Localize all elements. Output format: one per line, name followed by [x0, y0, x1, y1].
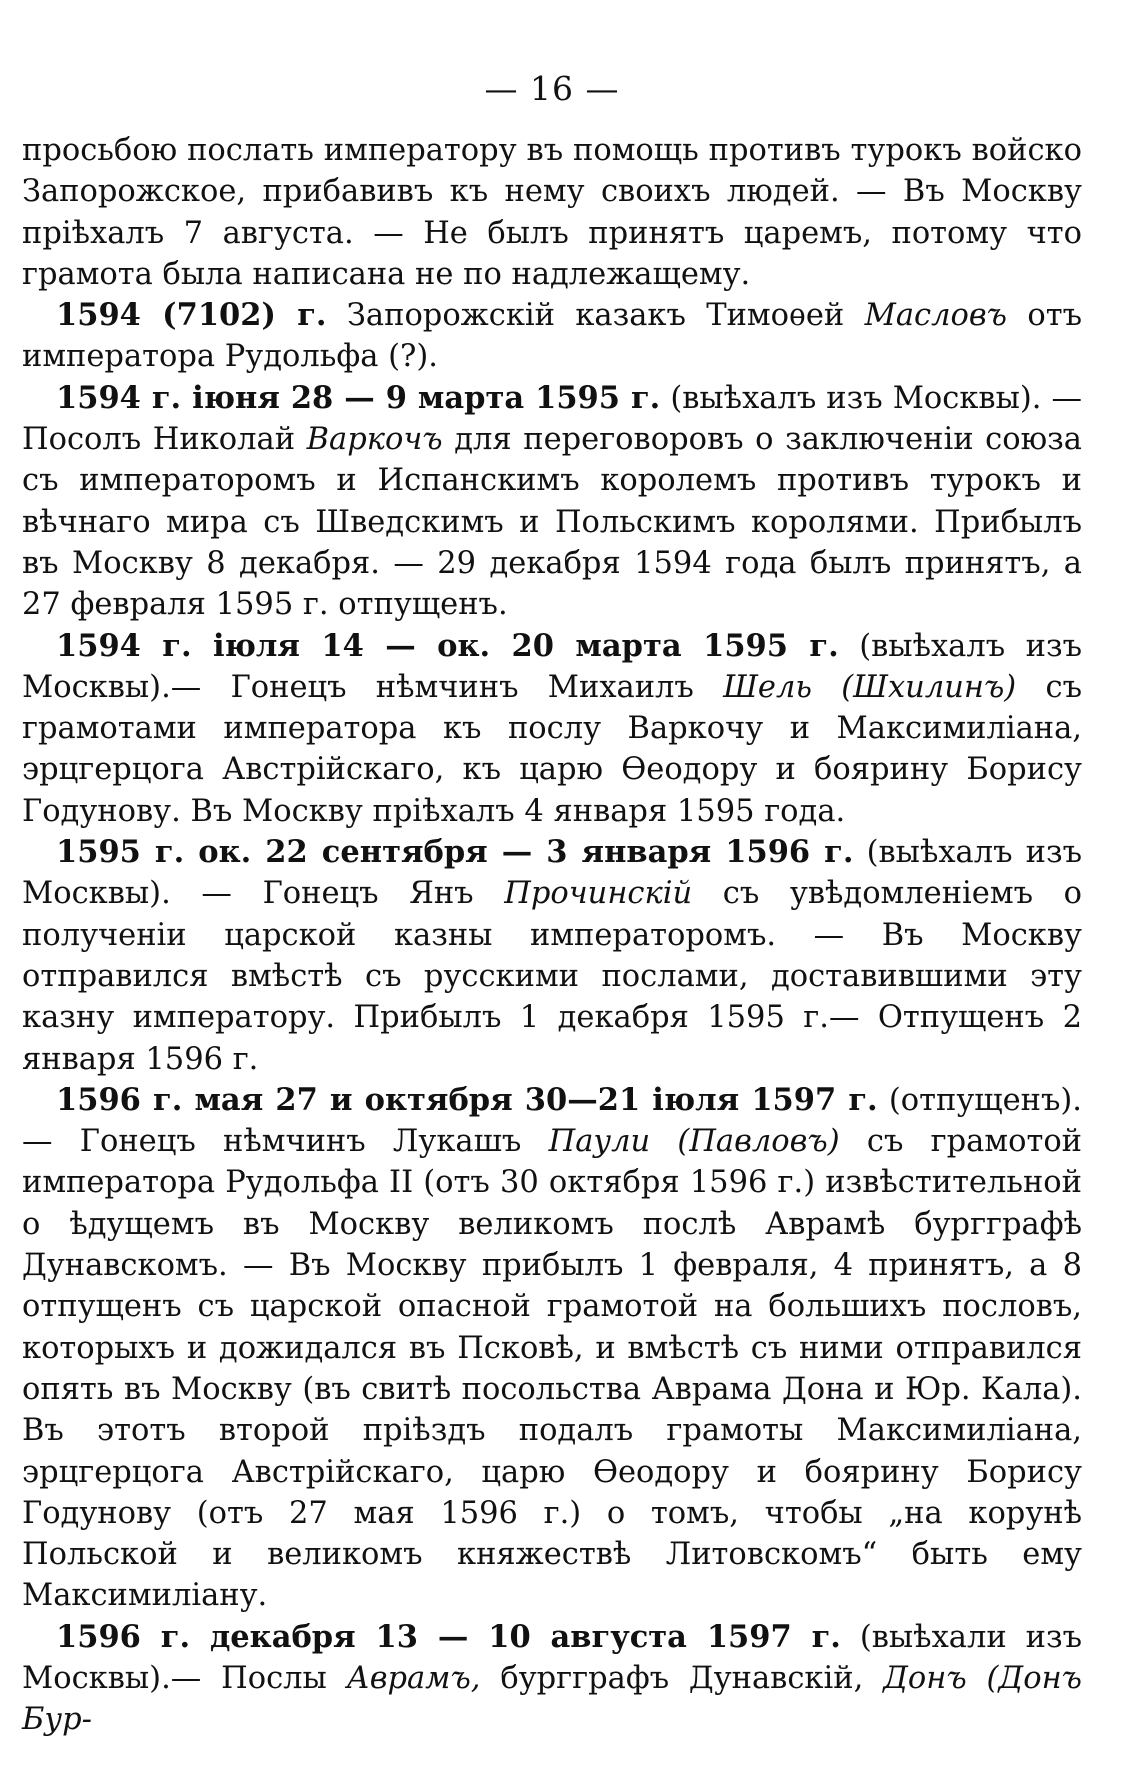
person-name: Масловъ: [864, 298, 1007, 334]
entry-text: отъ императора Рудольфа (?).: [22, 298, 1083, 375]
entry-text: (выѣхалъ изъ Москвы). — Посолъ Николай: [22, 380, 1083, 458]
entry-text: (выѣхалъ изъ Москвы). — Гонецъ Янъ: [22, 835, 1082, 912]
entry-1595-prochinsky: [22, 832, 1082, 1080]
person-name: Прочинскій: [504, 876, 693, 912]
person-name: Паули (Павловъ): [548, 1124, 840, 1160]
person-name: Аврамъ,: [346, 1660, 481, 1696]
entry-text: съ грамотами императора къ послу Варкочу и Максимиліана, эрцгерцога Австрійскаго, къ царю Ѳеодору и боярину Борису Годунову. Въ Москву пріѣхалъ 4 января 1595 года.: [22, 669, 1082, 829]
entry-1596-pauli: [22, 1080, 1082, 1617]
document-page: [22, 68, 1082, 1741]
person-name: Донъ (Донъ Бур-: [22, 1660, 1082, 1738]
paragraph-continuation: [22, 130, 1082, 295]
page-number: — 16 —: [484, 69, 620, 108]
entry-text: Запорожскій казакъ Тимоѳей: [326, 298, 865, 334]
entry-text: (выѣхалъ изъ Москвы).— Гонецъ нѣмчинъ Михаилъ: [22, 628, 1082, 705]
entry-date: 1596 г. мая 27 и октября 30—21 іюля 1597 г.: [56, 1081, 878, 1118]
entry-1594-shel: [22, 626, 1082, 832]
person-name: Шель (Шхилинъ): [723, 669, 1017, 705]
entry-text: съ увѣдомленіемъ о полученіи царской казны императоромъ. — Въ Москву отправился вмѣстѣ съ русскими послами, доставившими эту казну императору. Прибылъ 1 декабря 1595 г.— Отпущенъ 2 января 1596 г.: [22, 876, 1082, 1077]
entry-1594-maslov: [22, 295, 1082, 378]
person-name: Варкочъ: [306, 422, 443, 458]
entry-date: 1594 (7102) г.: [56, 297, 327, 334]
entry-1596-avram: [22, 1617, 1082, 1741]
paragraph-text: просьбою послать императору въ помощь противъ турокъ войско Запорожское, прибавивъ къ нему своихъ людей. — Въ Москву пріѣхалъ 7 августа. — Не былъ принятъ царемъ, потому что грамота была написана не по надлежащему.: [22, 133, 1082, 292]
body-text: [22, 130, 1082, 1741]
entry-text: бургграфъ Дунавскій,: [480, 1660, 884, 1696]
entry-date: 1594 г. іюля 14 — ок. 20 марта 1595 г.: [56, 627, 839, 664]
entry-1594-varkoch: [22, 378, 1082, 626]
entry-date: 1595 г. ок. 22 сентября — 3 января 1596 г.: [56, 834, 854, 871]
entry-text: (отпущенъ).— Гонецъ нѣмчинъ Лукашъ: [22, 1082, 1082, 1160]
entry-date: 1594 г. іюня 28 — 9 марта 1595 г.: [56, 379, 661, 416]
entry-text: для переговоровъ о заключеніи союза съ императоромъ и Испанскимъ королемъ противъ турокъ и вѣчнаго мира съ Шведскимъ и Польскимъ королями. Прибылъ въ Москву 8 декабря. — 29 декабря 1594 года былъ принятъ, а 27 февраля 1595 г. отпущенъ.: [22, 422, 1082, 623]
entry-text: (выѣхали изъ Москвы).— Послы: [22, 1619, 1082, 1696]
entry-date: 1596 г. декабря 13 — 10 августа 1597 г.: [56, 1618, 841, 1655]
entry-text: съ грамотой императора Рудольфа II (отъ 30 октября 1596 г.) извѣстительной о ѣдущемъ въ Москву великомъ послѣ Аврамѣ бургграфѣ Дунавскомъ. — Въ Москву прибылъ 1 февраля, 4 принятъ, а 8 отпущенъ съ царской опасной грамотой на большихъ пословъ, которыхъ и дожидался въ Псковѣ, и вмѣстѣ съ ними отправился опять въ Москву (въ свитѣ посольства Аврама Дона и Юр. Кала). Въ этотъ второй пріѣздъ подалъ грамоты Максимиліана, эрцгерцога Австрійскаго, царю Ѳеодору и боярину Борису Годунову (отъ 27 мая 1596 г.) о томъ, чтобы „на корунѣ Польской и великомъ княжествѣ Литовскомъ“ быть ему Максимиліану.: [22, 1124, 1083, 1614]
